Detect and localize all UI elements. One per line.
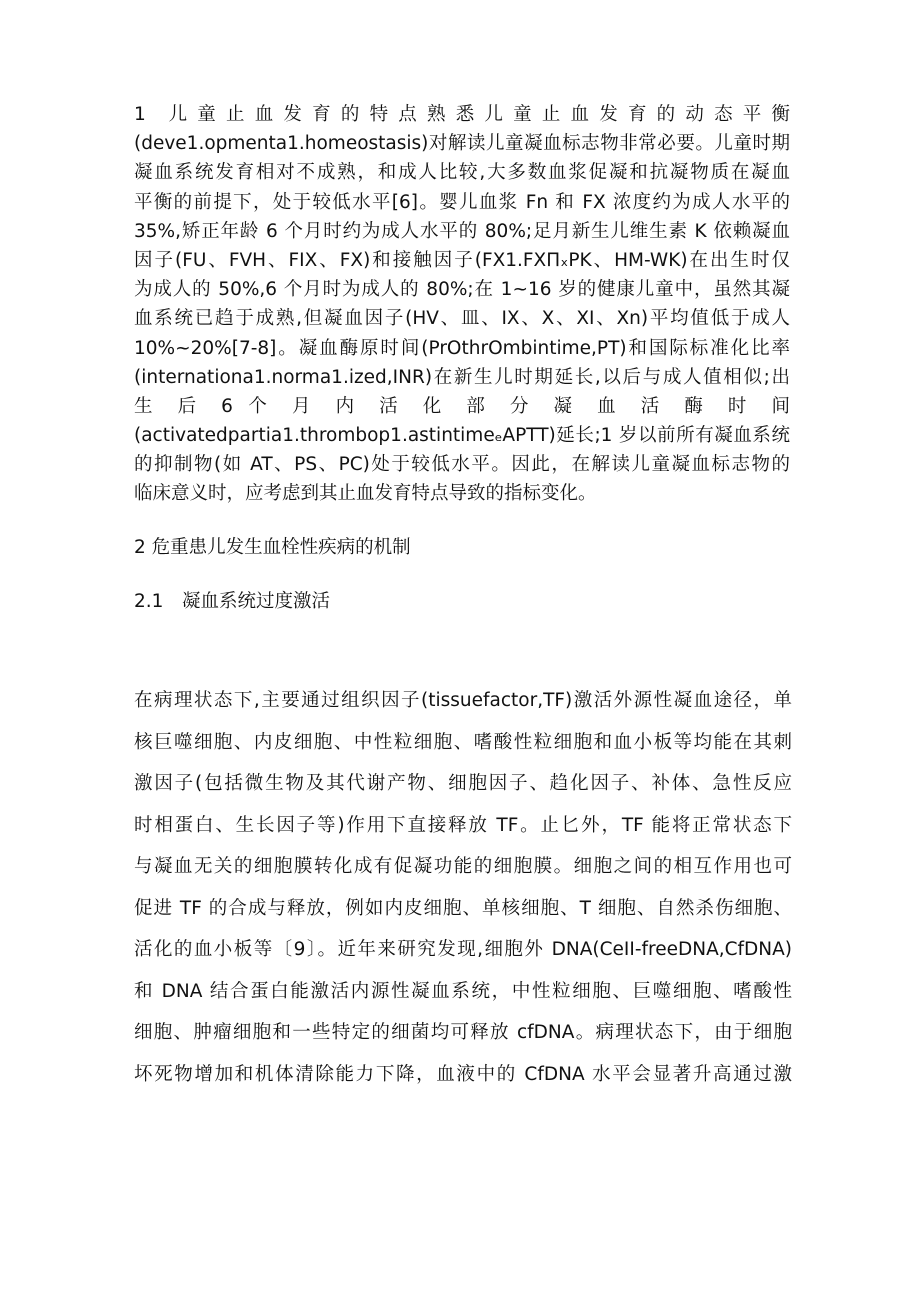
paragraph-line: 35%,矫正年龄 6 个月时约为成人水平的 80%;足月新生儿维生素 K 依赖凝血 — [134, 220, 790, 242]
paragraph-line: 与凝血无关的细胞膜转化成有促凝功能的细胞膜。细胞之间的相互作用也可 — [134, 856, 792, 877]
paragraph-line: 因子(FU、FVH、FIX、FX)和接触因子(FX1.FXΠₓPK、HM-WK)在出生时仅 — [134, 249, 790, 271]
paragraph-line: (deve1.opmenta1.homeostasis)对解读儿童凝血标志物非常必要。儿童时期 — [134, 133, 790, 155]
section-2-1-heading — [134, 590, 330, 614]
paragraph-line: (activatedpartia1.thrombop1.astintimeₑAPTT)延长;1 岁以前所有凝血系统 — [134, 425, 790, 447]
paragraph-line: 核巨噬细胞、内皮细胞、中性粒细胞、嗜酸性粒细胞和血小板等均能在其刺 — [134, 731, 792, 753]
section-2-heading: 2 危重患儿发生血栓性疾病的机制 — [134, 537, 411, 558]
paragraph-line: 1 儿 童 止 血 发 育 的 特 点 熟 悉 儿 童 止 血 发 育 的 动 态 平 衡 — [134, 104, 790, 125]
paragraph-line: 10%~20%[7-8]。凝血酶原时间(PrOthrOmbintime,PT)和国际标准化比率 — [134, 337, 790, 359]
section-1-paragraph — [134, 100, 790, 509]
paragraph-line: 时相蛋白、生长因子等)作用下直接释放 TF。止匕外，TF 能将正常状态下 — [134, 814, 792, 836]
paragraph-line: 坏死物增加和机体清除能力下降，血液中的 CfDNA 水平会显著升高通过激 — [134, 1063, 792, 1085]
paragraph-line: 促进 TF 的合成与释放，例如内皮细胞、单核细胞、T 细胞、自然杀伤细胞、 — [134, 897, 792, 919]
paragraph-line: (internationa1.norma1.ized,INR)在新生儿时期延长,以后与成人值相似;出 — [134, 366, 790, 388]
section-2-1-number: 2.1 — [134, 591, 164, 612]
section-2-1-paragraph — [134, 680, 792, 1095]
paragraph-line: 激因子(包括微生物及其代谢产物、细胞因子、趋化因子、补体、急性反应 — [134, 773, 792, 794]
paragraph-line: 的抑制物(如 AT、PS、PC)处于较低水平。因此，在解读儿童凝血标志物的 — [134, 454, 790, 476]
paragraph-line: 凝血系统发育相对不成熟，和成人比较,大多数血浆促凝和抗凝物质在凝血 — [134, 162, 790, 184]
paragraph-line: 生 后 6 个 月 内 活 化 部 分 凝 血 活 酶 时 间 — [134, 395, 790, 417]
paragraph-line: 平衡的前提下，处于较低水平[6]。婴儿血浆 Fn 和 FX 浓度约为成人水平的 — [134, 191, 790, 213]
paragraph-line: 临床意义时，应考虑到其止血发育特点导致的指标变化。 — [134, 483, 597, 505]
paragraph-line: 血系统已趋于成熟,但凝血因子(HV、皿、IX、X、XI、Xn)平均值低于成人 — [134, 308, 790, 330]
paragraph-line: 在病理状态下,主要通过组织因子(tissuefactor,TF)激活外源性凝血途径，单 — [134, 690, 792, 711]
paragraph-line: 为成人的 50%,6 个月时为成人的 80%;在 1~16 岁的健康儿童中，虽然其凝 — [134, 279, 790, 301]
paragraph-line: 活化的血小板等〔9〕。近年来研究发现,细胞外 DNA(CeII-freeDNA,CfDNA) — [134, 939, 792, 960]
paragraph-line: 细胞、肿瘤细胞和一些特定的细菌均可释放 cfDNA。病理状态下，由于细胞 — [134, 1022, 792, 1043]
paragraph-line: 和 DNA 结合蛋白能激活内源性凝血系统，中性粒细胞、巨噬细胞、嗜酸性 — [134, 980, 792, 1002]
section-2-1-title: 凝血系统过度激活 — [182, 591, 331, 612]
